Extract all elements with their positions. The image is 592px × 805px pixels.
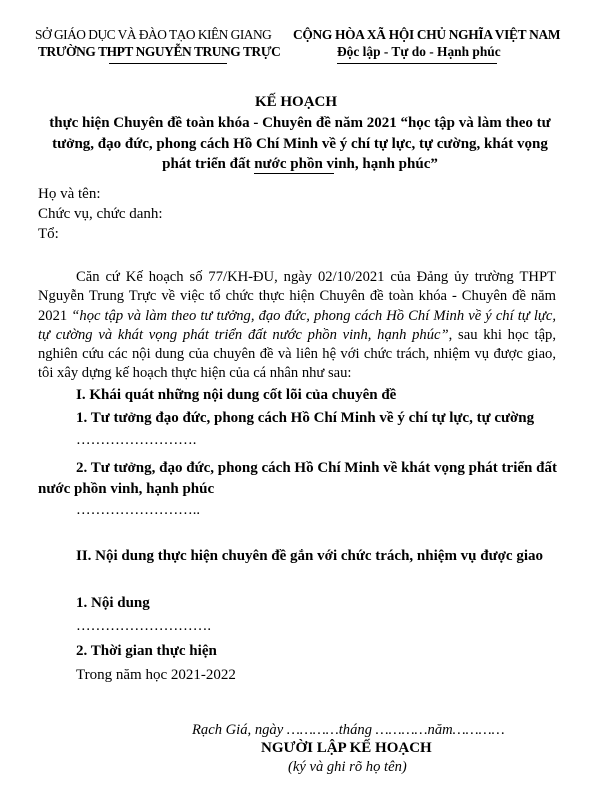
- signature-note: (ký và ghi rõ họ tên): [288, 759, 407, 775]
- header-department: SỞ GIÁO DỤC VÀ ĐÀO TẠO KIÊN GIANG: [35, 27, 272, 42]
- section-1-1-heading: 1. Tư tưởng đạo đức, phong cách Hồ Chí Minh về ý chí tự lực, tự cường: [76, 410, 535, 426]
- field-position: Chức vụ, chức danh:: [38, 206, 163, 222]
- signature-title: NGƯỜI LẬP KẾ HOẠCH: [261, 740, 432, 756]
- signature-date-line: Rạch Giá, ngày …………tháng …………năm…………: [192, 722, 505, 738]
- section-2-2-text: Trong năm học 2021-2022: [76, 667, 236, 683]
- header-left-underline: [109, 63, 227, 64]
- section-1-1-placeholder: …………………….: [76, 432, 197, 448]
- document-title: KẾ HOẠCH: [254, 94, 338, 110]
- header-motto: Độc lập - Tự do - Hạnh phúc: [337, 44, 501, 59]
- section-2-heading: II. Nội dung thực hiện chuyên đề gắn với chức trách, nhiệm vụ được giao: [76, 548, 543, 564]
- intro-text-1: Căn cứ Kế hoạch số 77/KH-ĐU, ngày 02/10/2021 của Đảng ủy trường THPT Nguyễn Trung Trực về việc tổ chức thực hiện Chuyên đề toàn khóa - Chuyên đề năm 2021: [38, 269, 556, 324]
- document-subtitle: thực hiện Chuyên đề toàn khóa - Chuyên đề năm 2021 “học tập và làm theo tư tưởng, đạo đức, phong cách Hồ Chí Minh về ý chí tự lực, tự cường, khát vọng phát triển đất nước phồn vinh, hạnh phúc”: [49, 115, 551, 172]
- header-right-underline: [337, 63, 497, 64]
- section-1-2-placeholder: ……………………..: [76, 502, 201, 518]
- section-1-2-heading: 2. Tư tưởng, đạo đức, phong cách Hồ Chí Minh về khát vọng phát triển đất nước phồn vinh, hạnh phúc: [38, 460, 557, 497]
- field-name: Họ và tên:: [38, 186, 101, 202]
- intro-text-2: , sau khi học tập, nghiên cứu các nội dung của chuyên đề và liên hệ với chức trách, nhiệm vụ được giao, tôi xây dựng kế hoạch thực hiện của cá nhân như sau:: [38, 326, 556, 382]
- header-school: TRƯỜNG THPT NGUYỄN TRUNG TRỰC: [38, 44, 281, 59]
- intro-text-italic: “học tập và làm theo tư tưởng, đạo đức, phong cách Hồ Chí Minh về ý chí tự lực, tự cường và khát vọng phát triển đất nước phồn vinh, hạnh phúc”: [38, 307, 556, 343]
- title-divider: [254, 173, 334, 174]
- section-2-1-placeholder: ……………………….: [76, 618, 211, 634]
- section-2-2-heading: 2. Thời gian thực hiện: [76, 643, 217, 659]
- section-2-1-heading: 1. Nội dung: [76, 595, 150, 611]
- intro-paragraph: [38, 268, 556, 384]
- field-group: Tổ:: [38, 226, 59, 242]
- header-country: CỘNG HÒA XÃ HỘI CHỦ NGHĨA VIỆT NAM: [293, 27, 561, 42]
- section-1-heading: I. Khái quát những nội dung cốt lõi của chuyên đề: [76, 387, 397, 403]
